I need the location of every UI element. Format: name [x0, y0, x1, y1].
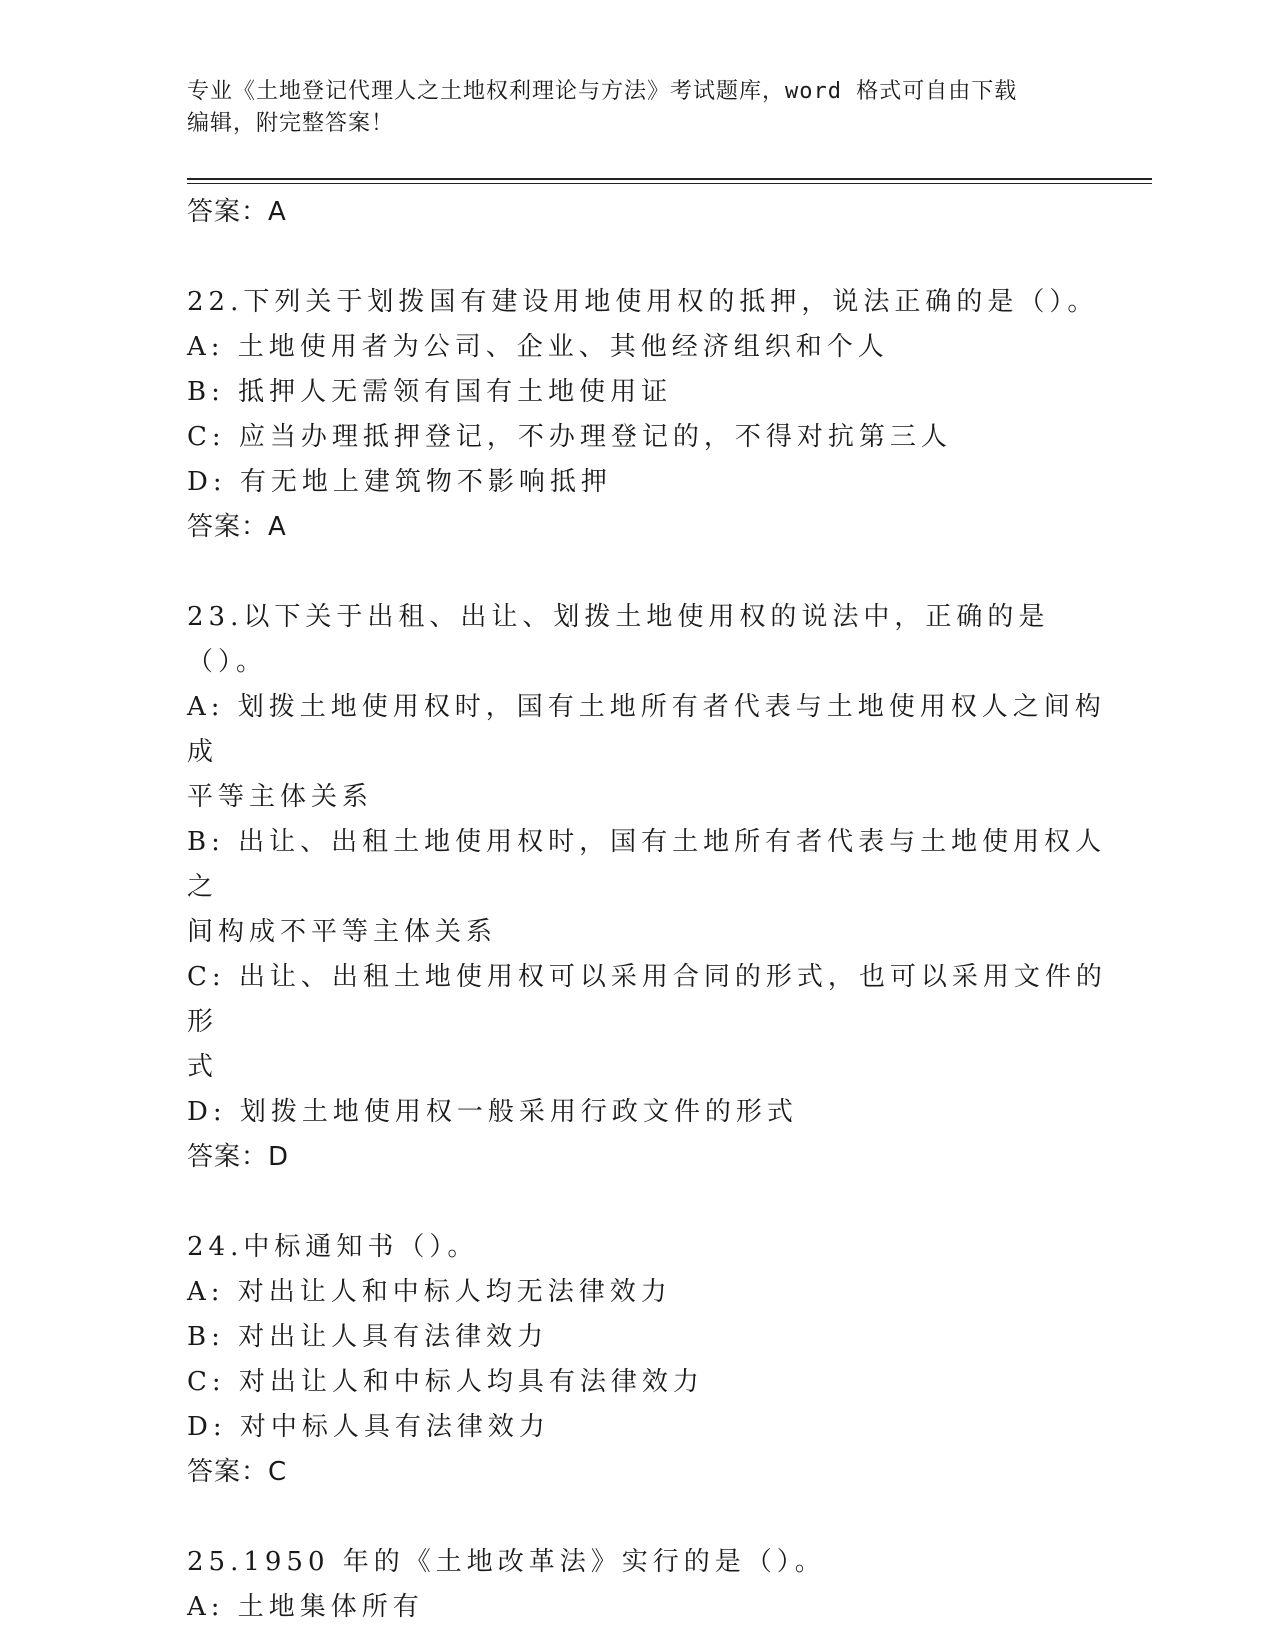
- option-line: D: 有无地上建筑物不影响抵押: [187, 467, 612, 497]
- option-line: A: 土地集体所有: [187, 1592, 424, 1622]
- answer-label: 答案：D: [187, 1142, 290, 1172]
- answer-label: 答案：A: [187, 512, 287, 542]
- option-line: A: 土地使用者为公司、企业、其他经济组织和个人: [187, 332, 889, 362]
- document-header: [187, 76, 1087, 140]
- option-line: A: 划拨土地使用权时，国有土地所有者代表与土地使用权人之间构成: [187, 692, 1106, 767]
- option-line: B: 对出让人具有法律效力: [187, 1322, 549, 1352]
- option-line: A: 对出让人和中标人均无法律效力: [187, 1277, 672, 1307]
- answer-label: 答案：C: [187, 1457, 288, 1487]
- question-stem: 25.1950 年的《土地改革法》实行的是（）。: [187, 1547, 826, 1577]
- option-line: B: 出让、出租土地使用权时，国有土地所有者代表与土地使用权人之: [187, 827, 1107, 902]
- option-line: 式: [187, 1052, 219, 1082]
- header-line-2: 编辑，附完整答案！: [187, 111, 395, 136]
- question-block: [187, 595, 1107, 1179]
- question-stem: 22.下列关于划拨国有建设用地使用权的抵押，说法正确的是（）。: [187, 287, 1099, 317]
- header-line-1: 专业《土地登记代理人之土地权利理论与方法》考试题库，word 格式可自由下载: [187, 79, 1018, 104]
- question-block: [187, 1540, 1107, 1630]
- option-line: D: 对中标人具有法律效力: [187, 1412, 550, 1442]
- question-stem: 24.中标通知书（）。: [187, 1232, 479, 1262]
- question-block: [187, 280, 1107, 549]
- option-line: C: 对出让人和中标人均具有法律效力: [187, 1367, 704, 1397]
- question-stem: 23.以下关于出租、出让、划拨土地使用权的说法中，正确的是（）。: [187, 602, 1050, 677]
- option-line: C: 出让、出租土地使用权可以采用合同的形式，也可以采用文件的形: [187, 962, 1107, 1037]
- header-divider: [187, 178, 1152, 184]
- answer-label: 答案：A: [187, 197, 287, 227]
- option-line: D: 划拨土地使用权一般采用行政文件的形式: [187, 1097, 798, 1127]
- option-line: B: 抵押人无需领有国有土地使用证: [187, 377, 673, 407]
- option-line: 平等主体关系: [187, 782, 374, 812]
- option-line: C: 应当办理抵押登记，不办理登记的，不得对抗第三人: [187, 422, 952, 452]
- option-line: 间构成不平等主体关系: [187, 917, 498, 947]
- document-body: [187, 190, 1107, 1630]
- question-block: [187, 1225, 1107, 1494]
